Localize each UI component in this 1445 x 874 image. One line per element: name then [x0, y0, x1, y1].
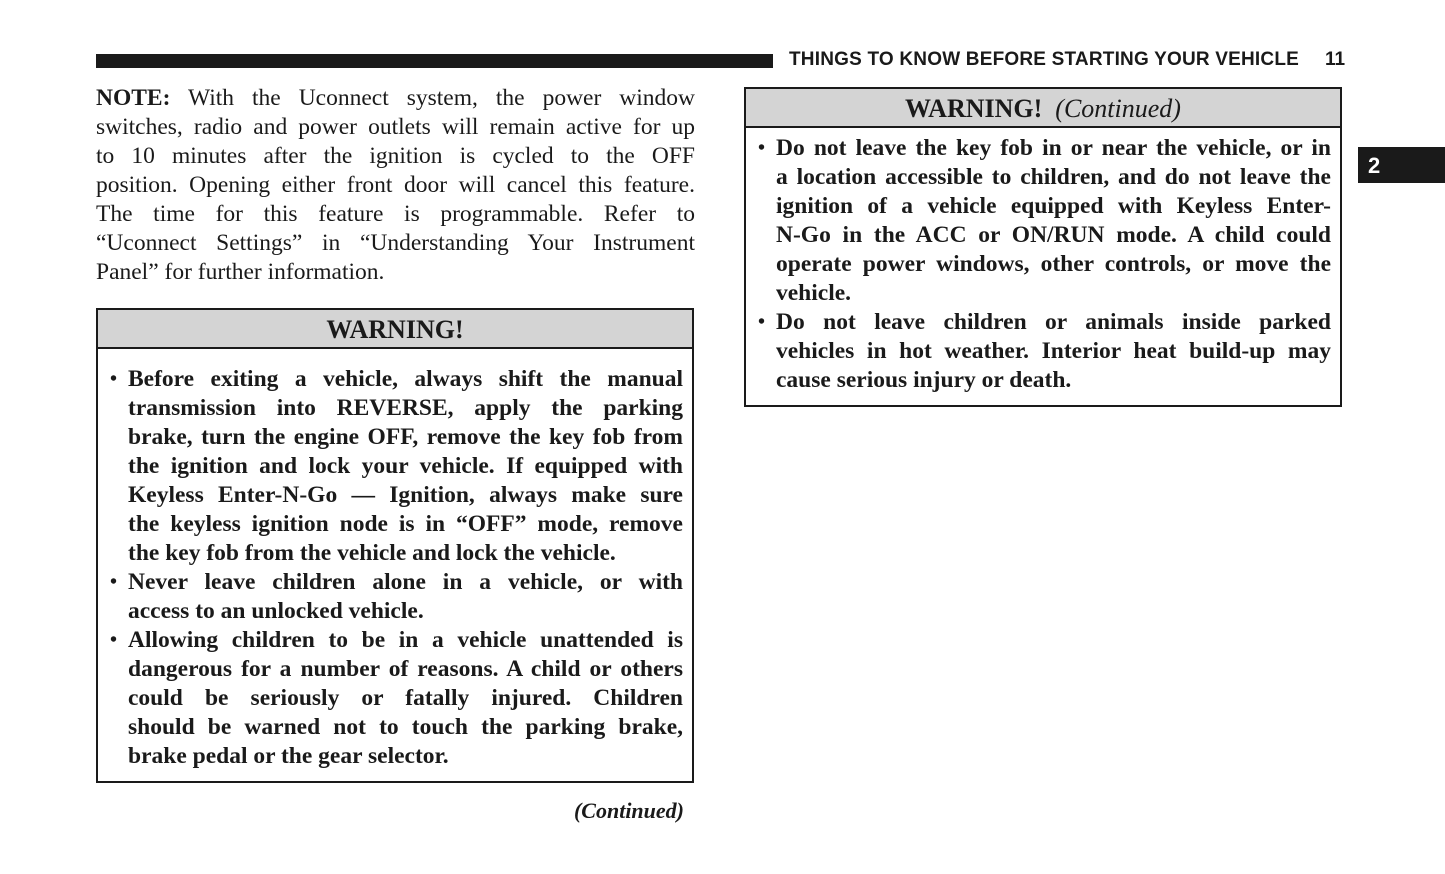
warning-continued-heading — [746, 89, 1340, 128]
text-line: a location accessible to children, and do not leave the — [776, 164, 1331, 190]
text-line: Panel” for further information. — [96, 259, 385, 285]
note-paragraph — [96, 84, 695, 287]
text-line: Do not leave children or animals inside parked — [776, 309, 1331, 335]
text-line: Allowing children to be in a vehicle unattended is — [128, 627, 683, 653]
warning-bullet — [110, 365, 683, 568]
warning-heading: WARNING! — [98, 310, 692, 349]
warning-heading-text: WARNING! — [905, 94, 1043, 123]
text-line: cause serious injury or death. — [776, 367, 1072, 393]
text-line: brake pedal or the gear selector. — [128, 743, 449, 769]
warning-continued-box — [744, 87, 1342, 407]
bullet-icon: • — [758, 311, 766, 333]
warning-bullet — [758, 308, 1331, 395]
chapter-tab — [1358, 147, 1445, 183]
bullet-icon: • — [110, 571, 118, 593]
note-label: NOTE: — [96, 85, 171, 111]
section-title: THINGS TO KNOW BEFORE STARTING YOUR VEHICLE — [789, 49, 1300, 70]
warning-bullet — [110, 626, 683, 771]
bullet-icon: • — [110, 368, 118, 390]
bullet-icon: • — [758, 137, 766, 159]
text-line: access to an unlocked vehicle. — [128, 598, 424, 624]
text-line: ignition of a vehicle equipped with Keyless Enter- — [776, 193, 1331, 219]
continued-label: (Continued) — [573, 798, 684, 823]
text-line: vehicles in hot weather. Interior heat build-up may — [776, 338, 1331, 364]
text-line: Never leave children alone in a vehicle, or with — [128, 569, 683, 595]
warning-continued-list — [758, 134, 1331, 395]
text-line: N-Go in the ACC or ON/RUN mode. A child could — [776, 222, 1331, 248]
text-line: “Uconnect Settings” in “Understanding Your Instrument — [96, 230, 695, 256]
warning-bullet — [110, 568, 683, 626]
text-line: transmission into REVERSE, apply the parking — [128, 395, 683, 421]
text-line: to 10 minutes after the ignition is cycled to the OFF — [96, 143, 695, 169]
text-line: should be warned not to touch the parking brake, — [128, 714, 683, 740]
text-line: the ignition and lock your vehicle. If equipped with — [128, 453, 683, 479]
warning-box — [96, 308, 694, 783]
text-line: Do not leave the key fob in or near the vehicle, or in — [776, 135, 1331, 161]
text-line: brake, turn the engine OFF, remove the key fob from — [128, 424, 683, 450]
text-line: the key fob from the vehicle and lock the vehicle. — [128, 540, 616, 566]
text-line: NOTE: With the Uconnect system, the power window — [96, 85, 695, 111]
text-line: dangerous for a number of reasons. A child or others — [128, 656, 683, 682]
text-line: Keyless Enter-N-Go — Ignition, always make sure — [128, 482, 683, 508]
bullet-icon: • — [110, 629, 118, 651]
text-line: Before exiting a vehicle, always shift the manual — [128, 366, 683, 392]
warning-bullet — [758, 134, 1331, 308]
warning-heading-suffix: (Continued) — [1055, 94, 1181, 123]
chapter-number: 2 — [1368, 153, 1381, 178]
text-line: the keyless ignition node is in “OFF” mode, remove — [128, 511, 683, 537]
warning-list — [110, 365, 683, 771]
text-line: could be seriously or fatally injured. Children — [128, 685, 683, 711]
page-number: 11 — [1325, 49, 1346, 70]
text-line: The time for this feature is programmable. Refer to — [96, 201, 695, 227]
text-line: position. Opening either front door will cancel this feature. — [96, 172, 695, 198]
header-bar — [96, 54, 773, 68]
text-line: switches, radio and power outlets will remain active for up — [96, 114, 695, 140]
text-line: operate power windows, other controls, or move the — [776, 251, 1331, 277]
text-line: vehicle. — [776, 280, 852, 306]
